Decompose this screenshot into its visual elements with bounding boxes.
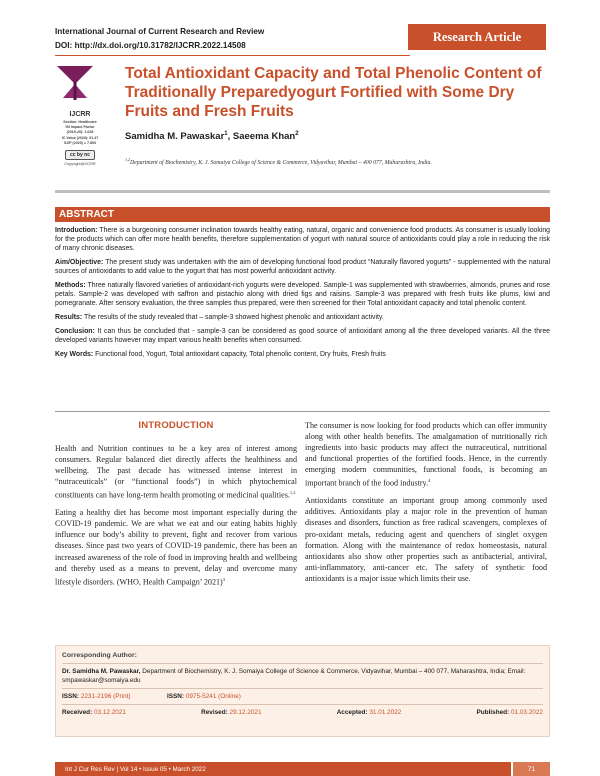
published-date [477,708,543,717]
citation-sup[interactable]: 3 [222,576,226,582]
panel-divider [62,663,543,664]
abstract-text: The results of the study revealed that – sample-3 showed highest phenolic and antioxidant activity. [83,314,384,321]
body-column-right [305,420,547,590]
accepted-date [337,708,402,717]
date-label: Published: [476,709,510,716]
revised-date [201,708,261,717]
author-name: Samidha M. Pawaskar [125,131,225,143]
abstract-methods [55,281,550,308]
logo-meta-line: SJIF (2020) = 7.893 [63,140,97,145]
body-paragraph [55,507,297,587]
abstract-label: Aim/Objective: [55,259,104,266]
abstract-heading: ABSTRACT [55,207,550,222]
abstract-text: Functional food, Yogurt, Total antioxidant capacity, Total phenolic content, Dry fruits, Fresh fruits [95,351,386,358]
panel-divider [62,688,543,689]
issn-value: 2231-2196 (Print) [80,693,131,700]
abstract-body [55,226,550,364]
introduction-heading: INTRODUCTION [138,420,214,431]
logo-meta-line: ISI Impact Factor [65,125,95,130]
body-paragraph [55,443,297,501]
paragraph-text: Eating a healthy diet has become most important especially during the COVID-19 pandemic. We are what we eat and our eating habits highly influence our body’s ability to prevent, fight and recover from various diseases. Since past two years of COVID-19 pandemic, there has been an increased awareness of the role of food in improving health and wellbeing and thereby used as a means to prevent, delay and overcome many lifestyle disorders. (WHO, Health Campaign’ 2021) [55,508,297,587]
date-label: Received: [62,709,93,716]
corresponding-address: Department of Biochemistry, K. J. Somaiya College of Science & Commerce, Vidyavihar, Mumbai – 400 077, Maharashtra, India; Email: smpawaskar@somaiya.edu [62,668,526,684]
article-type-badge: Research Article [408,24,546,50]
date-label: Accepted: [336,709,368,716]
issn-label: ISSN: [62,693,80,700]
issn-online [167,692,241,701]
corresponding-details [62,667,543,685]
cc-license-icon: cc by nc [65,150,95,160]
abstract-label: Key Words: [55,351,94,358]
abstract-label: Results: [55,314,83,321]
section-divider [55,190,550,193]
dates-row [62,708,543,717]
received-date [62,708,126,717]
abstract-introduction [55,226,550,253]
body-column-left [55,420,297,594]
logo-meta-line: Section: Healthcare [63,120,97,124]
affiliation [125,157,432,166]
date-value: 01.03.2022 [510,709,543,716]
paragraph-text: Health and Nutrition continues to be a key area of interest among consumers. Regular balanced diet directly affects the healthiness and wellbeing. The past decade has witnessed intense interest in “nutraceuticals” (or “functional foods”) in which phytochemical constituents can have long-term health promoting or medicinal qualities. [55,444,297,501]
corresponding-author-panel [55,645,550,737]
abstract-label: Introduction: [55,227,98,234]
logo-meta-line: (2019-20): 1.628 [66,130,94,135]
panel-divider [62,704,543,705]
logo-meta-line: IC Value (2020): 91.47 [61,135,99,140]
author-name: Saeema Khan [232,131,296,143]
author-sup: 2 [295,131,299,137]
ijcrr-logo-icon [55,62,95,102]
body-paragraph [305,420,547,489]
doi-label: DOI: [55,41,73,50]
page-number: 71 [513,762,550,776]
abstract-results [55,313,550,322]
authors [125,131,299,142]
date-value: 03.12.2021 [93,709,126,716]
copyright-text: Copyright@IJCRR [64,162,96,167]
date-value: 31.01.2022 [369,709,402,716]
keywords-rule [55,411,550,412]
abstract-label: Conclusion: [55,328,95,335]
abstract-conclusion [55,327,550,345]
date-label: Revised: [201,709,228,716]
logo-name: IJCRR [69,111,91,118]
affiliation-text: Department of Biochemistry, K. J. Somaiya College of Science & Commerce, Vidyavihar, Mumbai – 400 077, Maharashtra, India. [130,159,432,166]
abstract-text: There is a burgeoning consumer inclination towards healthy eating, natural, organic and convenience food products. As consumer is usually looking for the products which can offer more health benefits, therefore supplementation of yogurt with natural source of antioxidants could play a role in reducing the risk of many chronic diseases. [55,227,550,252]
body-paragraph [305,495,547,584]
footer-citation: Int J Cur Res Rev | Vol 14 • Issue 05 • March 2022 [55,762,511,776]
citation-sup[interactable]: 4 [428,478,431,484]
journal-name: International Journal of Current Research and Review [55,27,265,36]
doi-link[interactable]: http://dx.doi.org/10.31782/IJCRR.2022.14508 [74,41,246,50]
issn-value: 0975-5241 (Online) [185,693,241,700]
corresponding-name: Dr. Samidha M. Pawaskar, [62,668,141,675]
affiliation-sup: 1,2 [125,157,130,162]
doi-line [55,41,246,50]
date-value: 29.12.2021 [229,709,262,716]
author-sup: 1 [224,131,228,137]
abstract-aim [55,258,550,276]
citation-sup[interactable]: 1,2 [289,490,296,496]
abstract-text: It can thus be concluded that - sample-3 can be considered as good source of antioxidant among all the three developed variants. All the three developed variants however may impart various health benefits when consumed. [55,328,550,344]
paragraph-text: Antioxidants constitute an important group among commonly used additives. Antioxidants play a major role in the prevention of human diseases and disorders, function as free radical scavengers, complexes of pro-oxidant metals, reducing agent and quenchers of singlet oxygen formation. Along with the maintenance of redox homeostasis, natural antioxidants also show other properties such as antibacterial, antiviral, anti-inflammatory, anti-cancer etc. The safety of synthetic food antioxidants is a major issue which limits their use. [305,496,547,583]
journal-logo [55,62,105,166]
abstract-label: Methods: [55,282,86,289]
issn-row [62,692,543,701]
header-rule [55,55,410,56]
abstract-text: Three naturally flavored varieties of antioxidant-rich yogurts were developed. Sample-1 was supplemented with strawberries, almonds, prunes and rose petals. Sample-2 was developed with saffron and pistachio along with dried figs and raisins. Sample-3 was prepared with fresh fruits like plums, kiwi and pomegranate. After sensory evaluation, the three samples thus prepared, were then screened for their Total antioxidant capacity and total phenolic content. [55,282,550,307]
author-separator: , [227,131,233,143]
article-title: Total Antioxidant Capacity and Total Phenolic Content of Traditionally Preparedyogurt Fortified with Some Dry Fruits and Fresh Fruits [125,65,542,120]
paragraph-text: The consumer is now looking for food products which can offer immunity along with other health benefits. The amalgamation of nutritionally rich ingredients into basic products may affect the nutraceutical, nutritional and functional properties of the fortified foods. Hence, in the currently emerging modern communities, functional foods, is becoming an important branch of the food industry. [305,421,547,489]
logo-meta [55,120,105,146]
corresponding-heading: Corresponding Author: [62,652,137,659]
issn-print [62,692,167,701]
abstract-keywords [55,350,550,359]
issn-label: ISSN: [167,693,185,700]
abstract-text: The present study was undertaken with the aim of developing functional food product “Naturally flavored yogurts” - supplemented with the natural sources of antioxidants to add value to the yogurt that has most powerful antioxidant activity. [55,259,550,275]
